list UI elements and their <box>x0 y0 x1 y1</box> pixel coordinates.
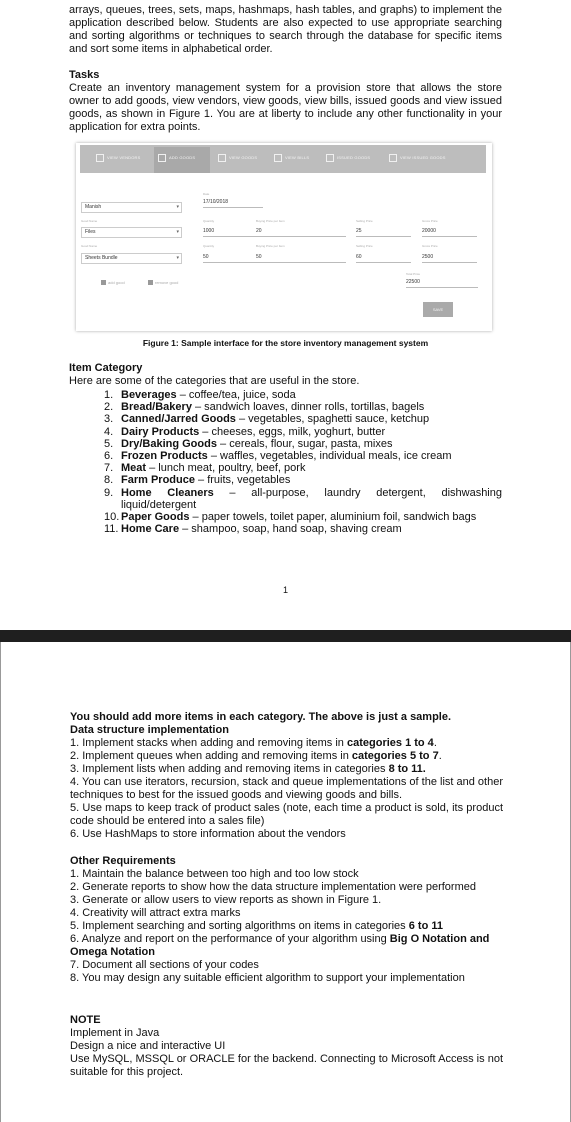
ds-item-2 <box>70 750 503 763</box>
figure-nav-label: ISSUED GOODS <box>337 155 371 161</box>
list-number: 6. <box>104 450 114 463</box>
ds-item-1 <box>70 737 503 750</box>
list-number: 2. <box>104 401 114 414</box>
category-desc: – coffee/tea, juice, soda <box>176 389 296 401</box>
list-icon <box>389 154 397 162</box>
more-items-note: You should add more items in each category. The above is just a sample. <box>70 711 452 723</box>
figure-caption: Figure 1: Sample interface for the store inventory management system <box>142 338 429 348</box>
figure-nav-view-goods <box>218 154 257 162</box>
ds-text: 2. Implement queues when adding and removing items in <box>70 750 352 762</box>
list-item <box>104 426 502 438</box>
figure-label-buying-price: Buying Price per Item <box>256 219 285 223</box>
list-number: 5. <box>104 437 114 450</box>
req-text: 6. Analyze and report on the performance of your algorithm using <box>70 933 390 945</box>
figure-row2-name <box>81 253 182 264</box>
note-item-1: Implement in Java <box>70 1027 160 1039</box>
edit-icon <box>326 154 334 162</box>
list-item <box>104 438 502 450</box>
figure-row1-gross: 20000 <box>422 227 477 237</box>
list-number: 11. <box>104 523 119 536</box>
figure-row2-buy: 50 <box>256 253 346 263</box>
figure-label-gross-price: Gross Price <box>422 244 438 248</box>
category-name: Home Care <box>121 523 180 536</box>
category-desc: – paper towels, toilet paper, aluminium foil, sandwich bags <box>189 511 477 524</box>
other-requirements-heading: Other Requirements <box>70 855 176 867</box>
category-desc: – cereals, flour, sugar, pasta, mixes <box>216 437 393 450</box>
req-item-4: 4. Creativity will attract extra marks <box>70 907 241 919</box>
figure-remove-good-button <box>148 280 178 285</box>
category-list <box>104 389 502 535</box>
chevron-down-icon: ▾ <box>176 204 179 210</box>
list-item <box>104 511 502 523</box>
ds-text: . <box>438 750 442 762</box>
category-desc: – all-purpose, laundry detergent, dishwashing liquid/detergent <box>121 486 502 511</box>
data-structure-heading: Data structure implementation <box>70 724 229 736</box>
document-page-2 <box>0 642 571 1122</box>
ds-item-3 <box>70 763 503 776</box>
figure-row1-qty: 1000 <box>203 227 263 237</box>
item-category-intro: Here are some of the categories that are useful in the store. <box>69 375 360 387</box>
req-emph: 6 to 11 <box>408 920 443 932</box>
category-name: Canned/Jarred Goods <box>121 413 236 426</box>
add-icon <box>158 154 166 162</box>
category-name: Meat <box>121 462 147 475</box>
tasks-heading: Tasks <box>69 69 100 81</box>
tasks-paragraph: Create an inventory management system for a provision store that allows the store owner to add goods, view vendors, view goods, view bills, issued goods and view issued goods, as shown in Figure 1. You are at liberty to include any other functionality in your application for extra points. <box>69 82 502 133</box>
ds-text: 3. Implement lists when adding and removing items in categories <box>70 763 389 775</box>
figure-remove-good-label: remove good <box>155 280 179 285</box>
category-desc: – cheeses, eggs, milk, yoghurt, butter <box>199 425 386 438</box>
figure-date-label: Date <box>203 192 210 196</box>
bill-icon <box>274 154 282 162</box>
page-number: 1 <box>282 585 288 595</box>
category-desc: – vegetables, spaghetti sauce, ketchup <box>235 413 430 426</box>
figure-vendor-select <box>81 202 182 213</box>
category-desc: – sandwich loaves, dinner rolls, tortillas, bagels <box>191 401 425 414</box>
category-name: Frozen Products <box>121 450 208 463</box>
figure-nav-label: VIEW GOODS <box>229 155 258 161</box>
figure-label-quantity: Quantity <box>203 244 215 248</box>
intro-paragraph: arrays, queues, trees, sets, maps, hashmaps, hash tables, and graphs) to implement the application described below. Students are also expected to use appropriate searching and sorting algorithms or techniques to search through the database for specific items and sort some items in alphabetical order. <box>69 4 502 55</box>
list-number: 8. <box>104 474 114 487</box>
list-item <box>104 487 502 511</box>
item-category-heading: Item Category <box>69 362 143 374</box>
plus-icon <box>101 280 106 285</box>
figure-label-selling-price: Selling Price <box>356 219 373 223</box>
grid-icon <box>218 154 226 162</box>
figure-label-gross-price: Gross Price <box>422 219 438 223</box>
req-item-1: 1. Maintain the balance between too high and too low stock <box>70 868 359 880</box>
list-number: 4. <box>104 425 114 438</box>
list-item <box>104 474 502 486</box>
figure-row2-gross: 2500 <box>422 253 477 263</box>
list-number: 10. <box>104 511 120 524</box>
figure-row1-sell: 25 <box>356 227 411 237</box>
ds-text: 1. Implement stacks when adding and removing items in <box>70 737 347 749</box>
minus-icon <box>148 280 153 285</box>
note-heading: NOTE <box>70 1014 101 1026</box>
figure-nav-view-issued-goods <box>389 154 446 162</box>
figure-nav-issued-goods <box>326 154 370 162</box>
req-item-6 <box>70 933 503 959</box>
category-name: Beverages <box>121 389 177 401</box>
category-desc: – lunch meat, poultry, beef, pork <box>146 462 306 475</box>
list-number: 9. <box>104 486 114 499</box>
figure-total-field: 22500 <box>406 278 478 288</box>
category-name: Home Cleaners <box>121 486 214 499</box>
req-item-7: 7. Document all sections of your codes <box>70 959 259 971</box>
list-item <box>104 401 502 413</box>
figure-nav-label: VIEW BILLS <box>285 155 310 161</box>
figure-vendor-value: Manish <box>85 204 102 210</box>
req-item-3: 3. Generate or allow users to view reports as shown in Figure 1. <box>70 894 382 906</box>
list-number: 1. <box>104 389 114 401</box>
figure-nav-label: ADD GOODS <box>169 155 196 161</box>
list-item <box>104 389 502 401</box>
figure-label-buying-price: Buying Price per Item <box>256 244 285 248</box>
category-name: Dairy Products <box>121 425 200 438</box>
figure-row1-name-value: Files <box>85 229 96 235</box>
req-item-5 <box>70 920 503 933</box>
req-text: 5. Implement searching and sorting algorithms on items in categories <box>70 920 409 932</box>
ds-emph: categories 1 to 4 <box>346 737 434 749</box>
ds-text: . <box>433 737 437 749</box>
list-number: 7. <box>104 462 114 475</box>
category-name: Bread/Bakery <box>121 401 192 414</box>
note-item-2: Design a nice and interactive UI <box>70 1040 226 1052</box>
figure-date-field: 17/10/2018 <box>203 198 263 208</box>
ds-item-5: 5. Use maps to keep track of product sales (note, each time a product is sold, its product code should be entered into a sales file) <box>70 802 503 827</box>
list-number: 3. <box>104 413 114 426</box>
ds-item-4: 4. You can use iterators, recursion, stack and queue implementations of the list and other techniques to best for the issued goods and viewing goods and bills. <box>70 776 503 801</box>
figure-row2-name-value: Sheets Bundle <box>85 255 118 261</box>
figure-nav-view-vendors <box>96 154 141 162</box>
menu-icon <box>96 154 104 162</box>
figure-label-good-name: Good Name <box>81 219 98 223</box>
ds-item-6: 6. Use HashMaps to store information about the vendors <box>70 828 346 840</box>
figure-nav-label: VIEW VENDORS <box>107 155 141 161</box>
figure-label-selling-price: Selling Price <box>356 244 373 248</box>
note-item-3: Use MySQL, MSSQL or ORACLE for the backend. Connecting to Microsoft Access is not suitable for this project. <box>70 1053 503 1078</box>
category-name: Paper Goods <box>121 511 190 524</box>
figure-add-good-label: add good <box>108 280 125 285</box>
category-desc: – waffles, vegetables, individual meals, ice cream <box>207 450 452 463</box>
list-item <box>104 523 502 535</box>
figure-nav-bar <box>80 145 486 173</box>
list-item <box>104 450 502 462</box>
req-item-2: 2. Generate reports to show how the data structure implementation were performed <box>70 881 476 893</box>
figure-row1-buy: 20 <box>256 227 346 237</box>
figure-row2-qty: 50 <box>203 253 263 263</box>
chevron-down-icon: ▾ <box>176 255 179 261</box>
figure-nav-label: VIEW ISSUED GOODS <box>400 155 446 161</box>
figure-label-good-name: Good Name <box>81 244 98 248</box>
list-item <box>104 413 502 425</box>
figure-sample-interface <box>76 143 492 331</box>
req-emph: Big O Notation and Omega Notation <box>70 933 490 958</box>
page-separator <box>0 630 571 642</box>
category-desc: – shampoo, soap, hand soap, shaving cream <box>179 523 402 536</box>
category-name: Farm Produce <box>121 474 195 487</box>
ds-emph: 8 to 11. <box>388 763 426 775</box>
chevron-down-icon: ▾ <box>176 229 179 235</box>
category-name: Dry/Baking Goods <box>121 437 217 450</box>
ds-emph: categories 5 to 7 <box>351 750 439 762</box>
figure-save-button: SAVE <box>423 302 453 317</box>
figure-label-quantity: Quantity <box>203 219 215 223</box>
figure-nav-view-bills <box>274 154 309 162</box>
req-item-8: 8. You may design any suitable efficient algorithm to support your implementation <box>70 972 465 984</box>
figure-add-good-button <box>101 280 125 285</box>
list-item <box>104 462 502 474</box>
category-desc: – fruits, vegetables <box>194 474 291 487</box>
figure-row1-name <box>81 227 182 238</box>
figure-total-label: Total Price <box>406 272 421 276</box>
figure-nav-add-goods <box>158 154 195 162</box>
figure-row2-sell: 60 <box>356 253 411 263</box>
